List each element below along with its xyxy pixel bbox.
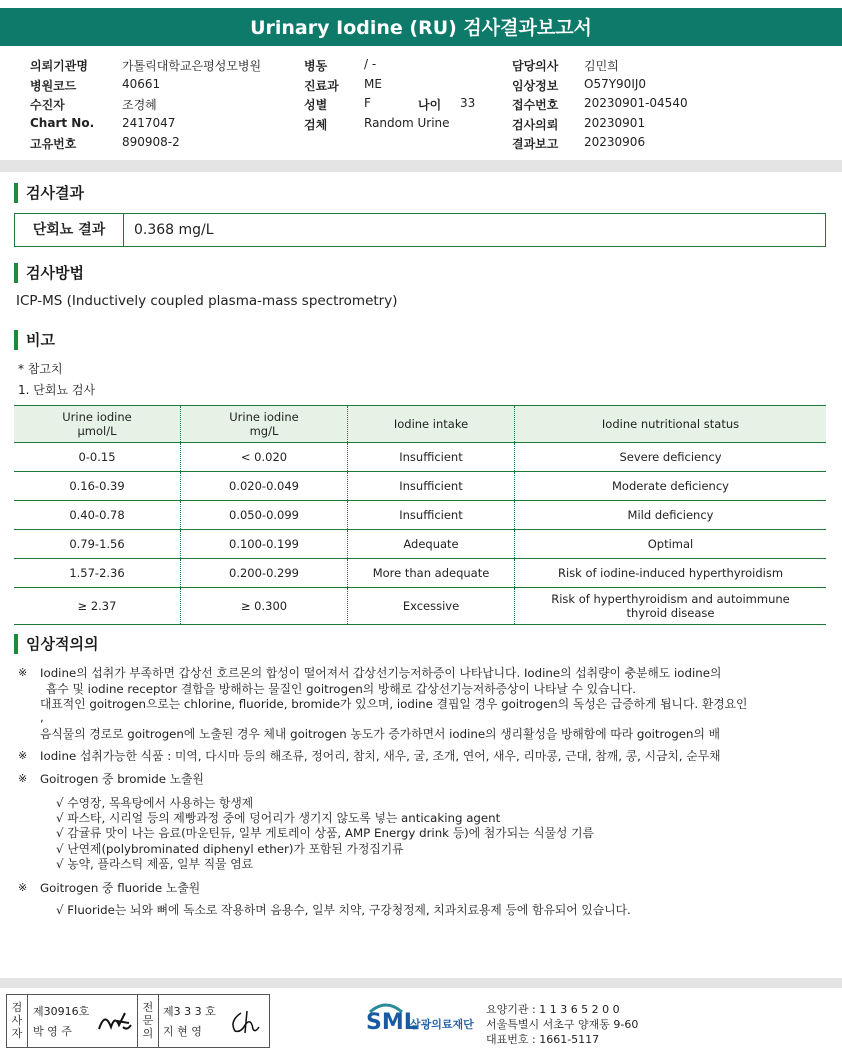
header-col1 (30, 57, 261, 155)
field-value: 20230901 (584, 115, 646, 130)
reviewer-license-no: 제3 3 3 호 (163, 1005, 216, 1018)
field-value: F (364, 96, 371, 110)
cell-line: Risk of hyperthyroidism and autoimmune (551, 592, 790, 606)
result-box (14, 213, 826, 247)
table-cell: 0.40-0.78 (14, 501, 181, 530)
reference-mark-icon: ※ (18, 772, 28, 785)
field-label: 고유번호 (30, 137, 77, 151)
table-cell: Excessive (348, 588, 515, 625)
table-cell: Moderate deficiency (515, 472, 827, 501)
field-value: 20230901-04540 (584, 96, 688, 110)
field-label: 수진자 (30, 98, 65, 112)
table-row (14, 588, 826, 625)
field-label: 병원코드 (30, 78, 77, 93)
field-value: 890908-2 (122, 135, 180, 149)
inspector-label (7, 995, 28, 1047)
table-cell: More than adequate (348, 559, 515, 588)
inspector-license-no: 제30916호 (33, 1005, 90, 1018)
table-cell: 0.79-1.56 (14, 530, 181, 559)
table-cell: 0.16-0.39 (14, 472, 181, 501)
table-cell: ≥ 0.300 (181, 588, 348, 625)
divider-bar (0, 978, 842, 988)
table-cell: 0-0.15 (14, 443, 181, 472)
table-cell: Insufficient (348, 443, 515, 472)
table-header (14, 406, 181, 443)
table-row (14, 530, 826, 559)
clinical-bullet: √ 난연제(polybrominated diphenyl ether)가 포함된 가정집기류 (56, 842, 404, 856)
field-value: 2417047 (122, 115, 176, 130)
table-row (14, 501, 826, 530)
table-header-row (14, 406, 826, 443)
field-label: 접수번호 (512, 98, 559, 112)
field-label: 의뢰기관명 (30, 59, 88, 73)
field-value: Random Urine (364, 115, 450, 130)
age-value: 33 (460, 96, 476, 110)
section-title-remarks: 비고 (14, 330, 55, 350)
header-line: Urine iodine (229, 410, 299, 424)
table-cell: 1.57-2.36 (14, 559, 181, 588)
reviewer-label (137, 995, 159, 1047)
header-line: Iodine nutritional status (601, 417, 740, 431)
table-row (14, 559, 826, 588)
clinical-line: Iodine 섭취가능한 식품 : 미역, 다시마 등의 해조류, 정어리, 참치, 새우, 굴, 조개, 연어, 새우, 리마콩, 근대, 참깨, 콩, 시금치, 순무채 (40, 749, 721, 763)
clinical-bullet: √ Fluoride는 뇌와 뼈에 독소로 작용하며 음용수, 일부 치약, 구강청정제, 치과치료용제 등에 함유되어 있습니다. (56, 903, 631, 917)
table-cell: Severe deficiency (515, 443, 827, 472)
result-label: 단회뇨 결과 (15, 214, 124, 246)
field-label: 진료과 (304, 78, 339, 93)
table-cell: 0.200-0.299 (181, 559, 348, 588)
logo-text: SML (366, 1010, 418, 1035)
remarks-note: * 참고치 (18, 362, 63, 376)
table-cell: Optimal (515, 530, 827, 559)
age-label: 나이 (418, 98, 442, 112)
field-value: 가톨릭대학교은평성모병원 (122, 59, 262, 73)
inspector-label-text: 검사자 (11, 1001, 23, 1040)
table-cell (515, 588, 827, 625)
field-label: Chart No. (30, 115, 95, 130)
result-value: 0.368 mg/L (134, 222, 214, 238)
field-label: 결과보고 (512, 137, 559, 151)
table-cell: Insufficient (348, 501, 515, 530)
org-name: 삼광의료재단 (410, 1018, 474, 1031)
table-header (348, 406, 515, 443)
header-col2 (304, 57, 475, 135)
header-unit: μmol/L (77, 424, 117, 438)
reference-mark-icon: ※ (18, 881, 28, 894)
reference-mark-icon: ※ (18, 666, 28, 679)
table-cell: 0.020-0.049 (181, 472, 348, 501)
table-row (14, 472, 826, 501)
clinical-subtitle: Goitrogen 중 bromide 노출원 (40, 772, 204, 786)
field-label: 검체 (304, 117, 328, 132)
inspector-name: 박 영 주 (33, 1025, 72, 1038)
reviewer-name: 지 현 영 (163, 1025, 202, 1038)
section-title-clinical: 임상적의의 (14, 634, 98, 654)
clinical-subtitle: Goitrogen 중 fluoride 노출원 (40, 881, 201, 895)
field-value: 20230906 (584, 135, 646, 149)
report-title: Urinary Iodine (RU) 검사결과보고서 (0, 8, 842, 46)
reference-mark-icon: ※ (18, 749, 28, 762)
header-col3 (512, 57, 688, 155)
reference-table (14, 405, 826, 625)
care-code: 요양기관 : 1 1 3 6 5 2 0 0 (486, 1003, 620, 1016)
table-cell: < 0.020 (181, 443, 348, 472)
field-value: 조경혜 (122, 98, 157, 112)
table-cell: Mild deficiency (515, 501, 827, 530)
table-header (181, 406, 348, 443)
clinical-line: , (40, 710, 44, 724)
table-cell: 0.100-0.199 (181, 530, 348, 559)
clinical-line: 흡수 및 iodine receptor 결합을 방해하는 물질인 goitrogen의 방해로 갑상선기능저하증상이 나타날 수 있습니다. (46, 682, 637, 696)
header-line: Iodine intake (393, 417, 469, 431)
clinical-bullet: √ 파스타, 시리얼 등의 제빵과정 중에 덩어리가 생기지 않도록 넣는 anticaking agent (56, 811, 501, 825)
clinical-line: Iodine의 섭취가 부족하면 갑상선 호르몬의 합성이 떨어져서 갑상선기능저하증이 나타납니다. Iodine의 섭취량이 충분해도 iodine의 (40, 666, 722, 680)
table-cell: ≥ 2.37 (14, 588, 181, 625)
method-text: ICP-MS (Inductively coupled plasma-mass spectrometry) (16, 293, 398, 309)
clinical-bullet: √ 감귤류 맛이 나는 음료(마운틴듀, 일부 게토레이 상품, AMP Energy drink 등)에 첨가되는 식물성 기름 (56, 826, 594, 840)
cell-line: thyroid disease (626, 606, 715, 620)
table-row (14, 443, 826, 472)
clinical-bullet: √ 수영장, 목욕탕에서 사용하는 항생제 (56, 796, 254, 810)
inspector-signature-icon (95, 1007, 135, 1037)
field-label: 병동 (304, 59, 328, 73)
phone: 대표번호 : 1661-5117 (486, 1033, 600, 1046)
clinical-line: 음식물의 경로로 goitrogen에 노출된 경우 체내 goitrogen 농도가 증가하면서 iodine의 생리활성을 방해함에 따라 goitrogen의 배 (40, 727, 721, 741)
table-cell: Risk of iodine-induced hyperthyroidism (515, 559, 827, 588)
header-unit: mg/L (249, 424, 279, 438)
reviewer-label-text: 전문의 (142, 1001, 154, 1040)
table-cell: Insufficient (348, 472, 515, 501)
table-cell: Adequate (348, 530, 515, 559)
field-label: 담당의사 (512, 59, 559, 73)
table-header (515, 406, 827, 443)
table-cell: 0.050-0.099 (181, 501, 348, 530)
reviewer-signature-icon (227, 1007, 263, 1037)
header-line: Urine iodine (62, 410, 132, 424)
signature-box (6, 994, 270, 1048)
field-value: 김민희 (584, 59, 619, 73)
divider-bar (0, 160, 842, 172)
clinical-bullet: √ 농약, 플라스틱 제품, 일부 직물 염료 (56, 857, 254, 871)
field-label: 검사의뢰 (512, 117, 559, 132)
field-value: ME (364, 76, 382, 91)
field-label: 임상정보 (512, 78, 559, 93)
field-value: / - (364, 57, 377, 71)
field-value: O57Y90IJ0 (584, 76, 647, 91)
section-title-result: 검사결과 (14, 183, 84, 203)
field-value: 40661 (122, 76, 161, 91)
clinical-line: 대표적인 goitrogen으로는 chlorine, fluoride, bromide가 있으며, iodine 결핍일 경우 goitrogen의 독성은 급증하게 됩니다. 환경요인 (40, 697, 748, 711)
remarks-subtitle: 1. 단회뇨 검사 (18, 383, 96, 397)
section-title-method: 검사방법 (14, 263, 84, 283)
field-label: 성별 (304, 98, 328, 112)
address: 서울특별시 서초구 양재동 9-60 (486, 1018, 639, 1031)
